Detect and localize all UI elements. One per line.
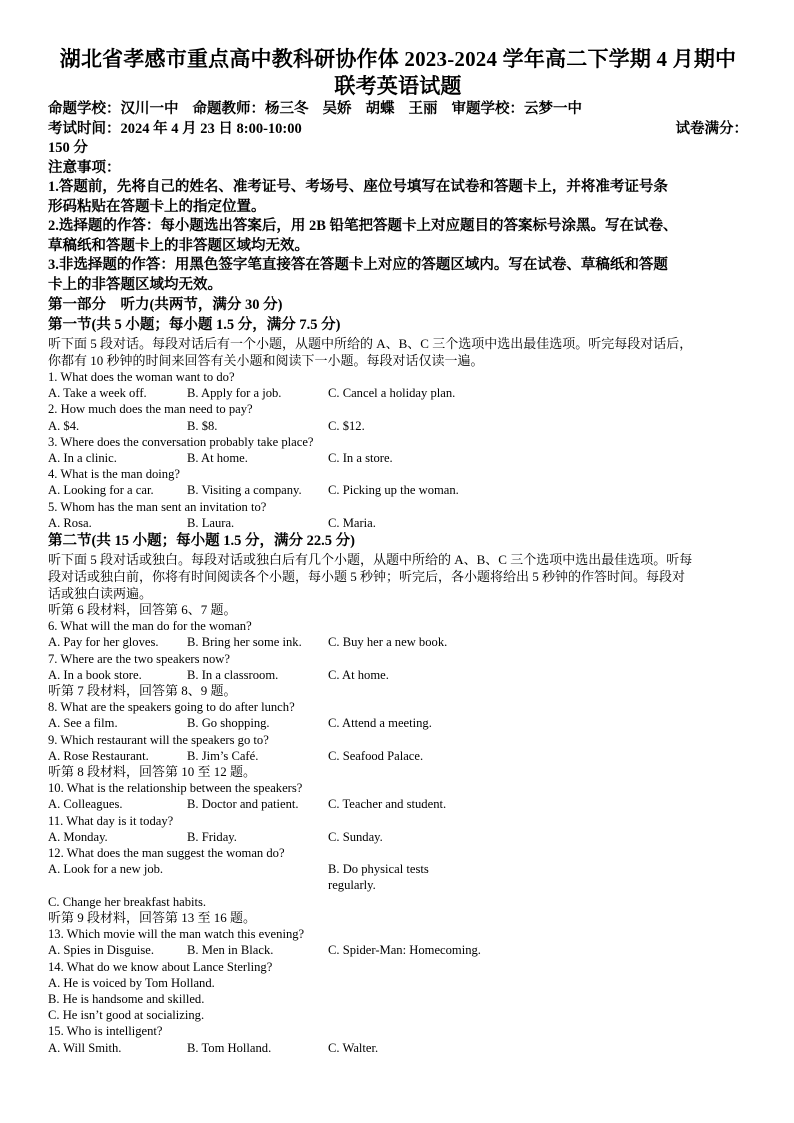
option-a: A. Spies in Disguise. bbox=[48, 943, 155, 958]
question-14: 14. What do we know about Lance Sterling? bbox=[48, 959, 273, 974]
option-b: B. Do physical tests regularly. bbox=[328, 862, 429, 893]
meta-teacher-2: 吴娇 bbox=[322, 101, 352, 117]
section2-instructions-b: 段对话或独白前，你将有时间阅读各个小题，每小题 5 秒钟；听完后，各小题将给出 5 秒钟的作答时间。每段对 bbox=[48, 569, 686, 585]
full-score-value: 150 分 bbox=[48, 140, 88, 156]
option-c: C. He isn’t good at socializing. bbox=[48, 1008, 205, 1023]
question-5: 5. Whom has the man sent an invitation to? bbox=[48, 499, 267, 514]
options-8 bbox=[48, 715, 748, 731]
option-c: C. Spider-Man: Homecoming. bbox=[328, 943, 481, 958]
option-b: B. Laura. bbox=[187, 515, 235, 530]
note-2b: 草稿纸和答题卡上的非答题区域均无效。 bbox=[48, 237, 309, 254]
option-a: A. In a book store. bbox=[48, 667, 142, 682]
options-9 bbox=[48, 748, 748, 764]
option-c: C. Buy her a new book. bbox=[328, 635, 448, 650]
question-3: 3. Where does the conversation probably take place? bbox=[48, 434, 314, 449]
exam-title-line1: 湖北省孝感市重点高中教科研协作体 2023-2024 学年高二下学期 4 月期中 bbox=[59, 47, 737, 71]
section2-instructions-c: 话或独白读两遍。 bbox=[48, 586, 153, 602]
option-a: A. Looking for a car. bbox=[48, 483, 154, 498]
note-1b: 形码粘贴在答题卡上的指定位置。 bbox=[48, 198, 266, 215]
options-15 bbox=[48, 1040, 748, 1056]
options-5 bbox=[48, 515, 748, 531]
option-a: A. Monday. bbox=[48, 829, 108, 844]
option-b: B. Jim’s Café. bbox=[187, 748, 259, 763]
option-c: C. Cancel a holiday plan. bbox=[328, 386, 456, 401]
exam-meta bbox=[48, 100, 748, 120]
option-c: C. Sunday. bbox=[328, 829, 383, 844]
option-b: B. Bring her some ink. bbox=[187, 635, 302, 650]
meta-review-school: 审题学校：云梦一中 bbox=[451, 101, 582, 117]
option-a: A. Pay for her gloves. bbox=[48, 635, 159, 650]
exam-time: 考试时间：2024 年 4 月 23 日 8:00-10:00 bbox=[48, 120, 302, 137]
question-8: 8. What are the speakers going to do after lunch? bbox=[48, 700, 295, 715]
options-11 bbox=[48, 829, 748, 845]
material-7-note: 听第 7 段材料，回答第 8、9 题。 bbox=[48, 683, 237, 699]
options-4 bbox=[48, 482, 748, 498]
option-c: C. Picking up the woman. bbox=[328, 483, 459, 498]
option-b: B. Friday. bbox=[187, 829, 237, 844]
option-c: C. Seafood Palace. bbox=[328, 748, 424, 763]
option-b: B. $8. bbox=[187, 418, 218, 433]
note-2a: 2.选择题的作答：每小题选出答案后，用 2B 铅笔把答题卡上对应题目的答案标号涂黑。写在试卷、 bbox=[48, 218, 678, 234]
option-c: C. In a store. bbox=[328, 451, 393, 466]
note-3a: 3.非选择题的作答：用黑色签字笔直接答在答题卡上对应的答题区域内。写在试卷、草稿纸和答题 bbox=[48, 257, 668, 273]
meta-teacher-1: 命题教师：杨三冬 bbox=[192, 101, 309, 117]
option-b: B. At home. bbox=[187, 451, 248, 466]
option-c: C. $12. bbox=[328, 418, 365, 433]
notes-heading: 注意事项： bbox=[48, 159, 121, 176]
question-12: 12. What does the man suggest the woman do? bbox=[48, 846, 285, 861]
meta-school: 命题学校：汉川一中 bbox=[48, 101, 179, 117]
question-15: 15. Who is intelligent? bbox=[48, 1024, 163, 1039]
material-6-note: 听第 6 段材料，回答第 6、7 题。 bbox=[48, 602, 237, 618]
options-10 bbox=[48, 796, 748, 812]
question-11: 11. What day is it today? bbox=[48, 813, 174, 828]
option-b: B. In a classroom. bbox=[187, 667, 279, 682]
section1-heading: 第一节(共 5 小题；每小题 1.5 分，满分 7.5 分) bbox=[48, 317, 341, 333]
option-a: A. See a film. bbox=[48, 716, 118, 731]
option-c: C. Teacher and student. bbox=[328, 797, 447, 812]
material-9-note: 听第 9 段材料，回答第 13 至 16 题。 bbox=[48, 909, 257, 925]
question-6: 6. What will the man do for the woman? bbox=[48, 619, 252, 634]
section2-instructions-a: 听下面 5 段对话或独白。每段对话或独白后有几个小题，从题中所给的 A、B、C 三个选项中选出最佳选项。听每 bbox=[48, 552, 693, 568]
exam-page bbox=[48, 46, 748, 1056]
option-a: A. Take a week off. bbox=[48, 386, 147, 401]
option-b: B. Apply for a job. bbox=[187, 386, 282, 401]
options-6 bbox=[48, 634, 748, 650]
option-c: C. Maria. bbox=[328, 515, 376, 530]
option-a: A. Will Smith. bbox=[48, 1040, 122, 1055]
options-2 bbox=[48, 418, 748, 434]
options-13 bbox=[48, 942, 748, 958]
option-b: B. Visiting a company. bbox=[187, 483, 302, 498]
exam-title-line2: 联考英语试题 bbox=[334, 74, 462, 98]
note-3b: 卡上的非答题区域均无效。 bbox=[48, 276, 222, 293]
option-c: C. Change her breakfast habits. bbox=[48, 894, 207, 909]
option-c: C. At home. bbox=[328, 667, 389, 682]
option-a: A. Look for a new job. bbox=[48, 862, 164, 877]
option-b: B. Go shopping. bbox=[187, 716, 270, 731]
option-a: A. Colleagues. bbox=[48, 797, 123, 812]
section2-heading: 第二节(共 15 小题；每小题 1.5 分，满分 22.5 分) bbox=[48, 533, 355, 550]
note-1a: 1.答题前，先将自己的姓名、准考证号、考场号、座位号填写在试卷和答题卡上，并将准考证号条 bbox=[48, 179, 668, 195]
question-2: 2. How much does the man need to pay? bbox=[48, 402, 253, 417]
options-7 bbox=[48, 667, 748, 683]
option-a: A. In a clinic. bbox=[48, 451, 117, 466]
options-3 bbox=[48, 450, 748, 466]
option-a: A. Rosa. bbox=[48, 515, 92, 530]
meta-teacher-3: 胡蝶 bbox=[365, 101, 395, 117]
question-1: 1. What does the woman want to do? bbox=[48, 370, 235, 384]
question-13: 13. Which movie will the man watch this evening? bbox=[48, 927, 305, 942]
option-c: C. Walter. bbox=[328, 1040, 379, 1055]
question-7: 7. Where are the two speakers now? bbox=[48, 651, 230, 666]
option-b: B. Doctor and patient. bbox=[187, 797, 299, 812]
option-b: B. He is handsome and skilled. bbox=[48, 991, 205, 1006]
meta-teacher-4: 王丽 bbox=[408, 101, 438, 117]
question-9: 9. Which restaurant will the speakers go to? bbox=[48, 732, 269, 747]
options-12-ab bbox=[48, 861, 748, 893]
option-b: B. Tom Holland. bbox=[187, 1040, 272, 1055]
option-b: B. Men in Black. bbox=[187, 943, 274, 958]
options-1 bbox=[48, 385, 748, 401]
section1-instructions-b: 你都有 10 秒钟的时间来回答有关小题和阅读下一小题。每段对话仅读一遍。 bbox=[48, 353, 484, 368]
option-a: A. $4. bbox=[48, 418, 80, 433]
full-score-label: 试卷满分： bbox=[675, 120, 748, 137]
exam-time-row bbox=[48, 120, 748, 140]
material-8-note: 听第 8 段材料，回答第 10 至 12 题。 bbox=[48, 764, 257, 780]
part1-heading: 第一部分 听力(共两节，满分 30 分) bbox=[48, 297, 283, 313]
section1-instructions-a: 听下面 5 段对话。每段对话后有一个小题，从题中所给的 A、B、C 三个选项中选出最佳选项。听完每段对话后， bbox=[48, 336, 693, 351]
question-10: 10. What is the relationship between the speakers? bbox=[48, 781, 303, 796]
option-c: C. Attend a meeting. bbox=[328, 716, 432, 731]
question-4: 4. What is the man doing? bbox=[48, 467, 180, 482]
option-a: A. He is voiced by Tom Holland. bbox=[48, 975, 215, 990]
option-a: A. Rose Restaurant. bbox=[48, 748, 149, 763]
